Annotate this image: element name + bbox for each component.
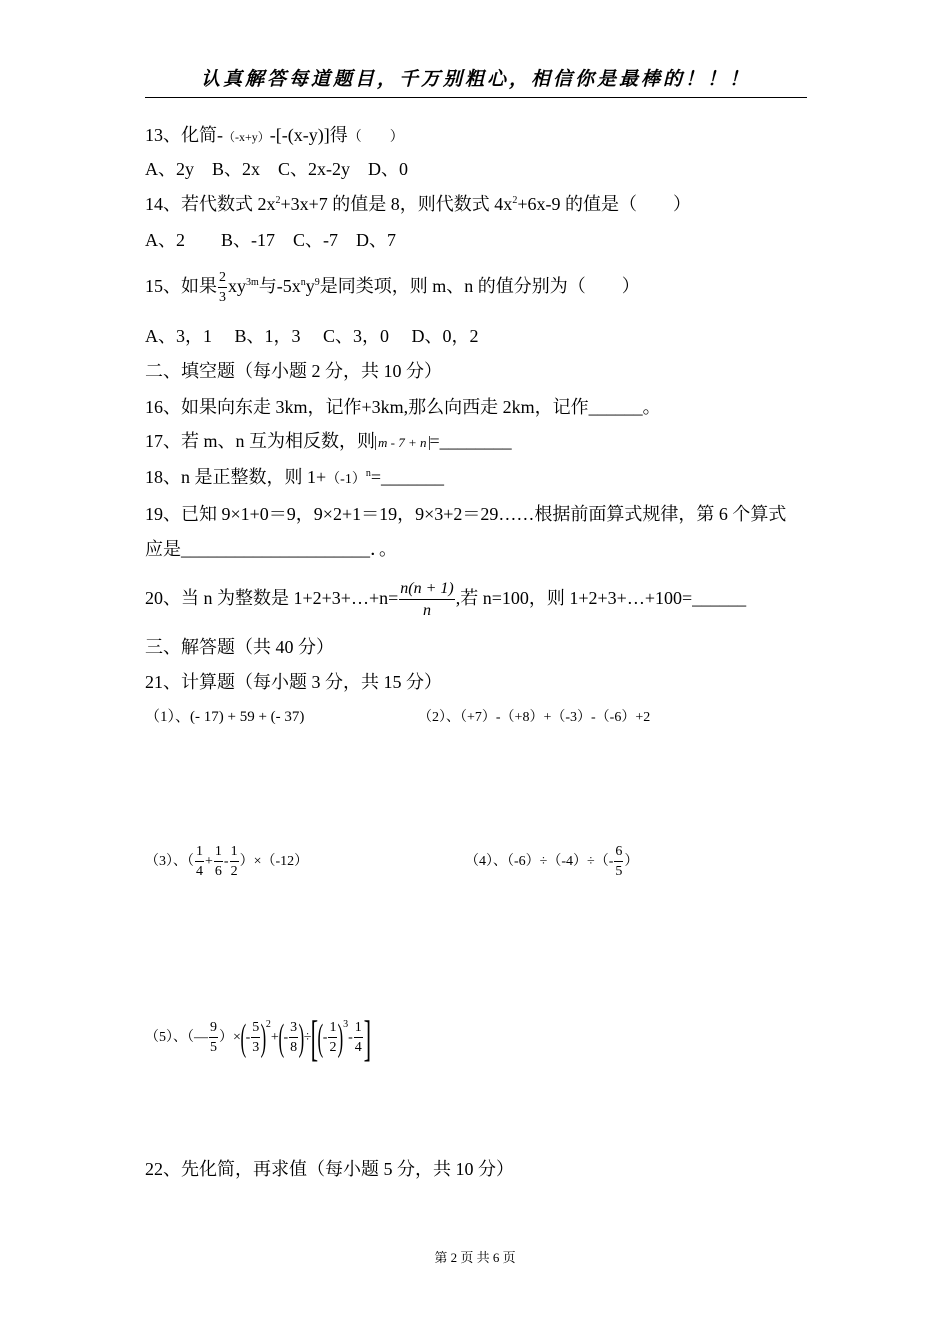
- question-13-options: A、2y B、2x C、2x-2y D、0: [145, 159, 409, 179]
- question-14-options: A、2 B、-17 C、-7 D、7: [145, 230, 396, 250]
- problem-21-2: （2）、（+7）-（+8）+（-3）-（-6）+2: [418, 710, 651, 725]
- question-22: 22、先化简，再求值（每小题 5 分，共 10 分）: [145, 1159, 514, 1179]
- fraction-two-thirds: $\frac{2}{3}$: [219, 269, 226, 305]
- question-18: 18、n 是正整数，则 $1+(-1)^n=\_\_\_\_\_\_\_$: [145, 467, 444, 487]
- problem-21-5: （5）、（— $\frac{9}{5}$ ）×(- $\frac{5}{3}$ )$^2$+(- $\frac{3}{8}$ )÷[(- $\frac{1}{2}$ )$^3$- $\frac{1}{4}$ ]: [145, 1010, 371, 1066]
- problem-21-1: （1）、(- 17) + 59 + (- 37): [145, 709, 305, 725]
- question-17: 17、若 m、n 互为相反数，则 m - 7 + n =________: [145, 431, 512, 451]
- absolute-value-expression: m - 7 + n: [375, 436, 430, 450]
- question-19-line-2: 应是_____________________．。: [145, 539, 397, 559]
- fraction-n-n-plus-1-over-n: $\frac{n(n + 1)}{n}$: [400, 579, 454, 619]
- page-footer: 第 2 页 共 6 页: [434, 1250, 516, 1265]
- section-2-heading: 二、填空题（每小题 2 分，共 10 分）: [145, 361, 442, 381]
- question-15: 15、如果 $\frac{2}{3}$ $xy^{3m}$与$-5x^ny^9$是同类项，则 m、n 的值分别为（ ）: [145, 269, 640, 305]
- question-20: 20、当 n 为整数是 1+2+3+…+n= $\frac{n(n + 1)}{n}$ ,若 n=100，则 1+2+3+…+100=______: [145, 579, 747, 619]
- question-14: 14、若代数式 $2x^2+3x+7$ 的值是 8，则代数式 $4x^2+6x-9$ 的值是（ ）: [145, 194, 691, 214]
- section-3-heading: 三、解答题（共 40 分）: [145, 637, 334, 657]
- question-19-line-1: 19、已知 9×1+0＝9，9×2+1＝19，9×3+2＝29……根据前面算式规律，第 6 个算式: [145, 504, 787, 524]
- question-21: 21、计算题（每小题 3 分，共 15 分）: [145, 672, 442, 692]
- question-15-options: A、3，1 B、1，3 C、3，0 D、0，2: [145, 326, 479, 346]
- question-16: 16、如果向东走 3km，记作+3km,那么向西走 2km，记作______。: [145, 397, 661, 417]
- page-header: 认真解答每道题目，千万别粗心，相信你是最棒的！！！: [200, 69, 751, 90]
- header-divider: [145, 97, 807, 98]
- problem-21-4: （4）、（-6）÷（-4）÷（- $\frac{6}{5}$ ）: [465, 843, 639, 879]
- problem-21-3: （3）、（ $\frac{1}{4}$ + $\frac{1}{6}$ - $\frac{1}{2}$ ）×（-12）: [145, 843, 309, 879]
- question-13: 13、化简-（-x+y）-[-(x-y)]得（ ）: [145, 125, 404, 145]
